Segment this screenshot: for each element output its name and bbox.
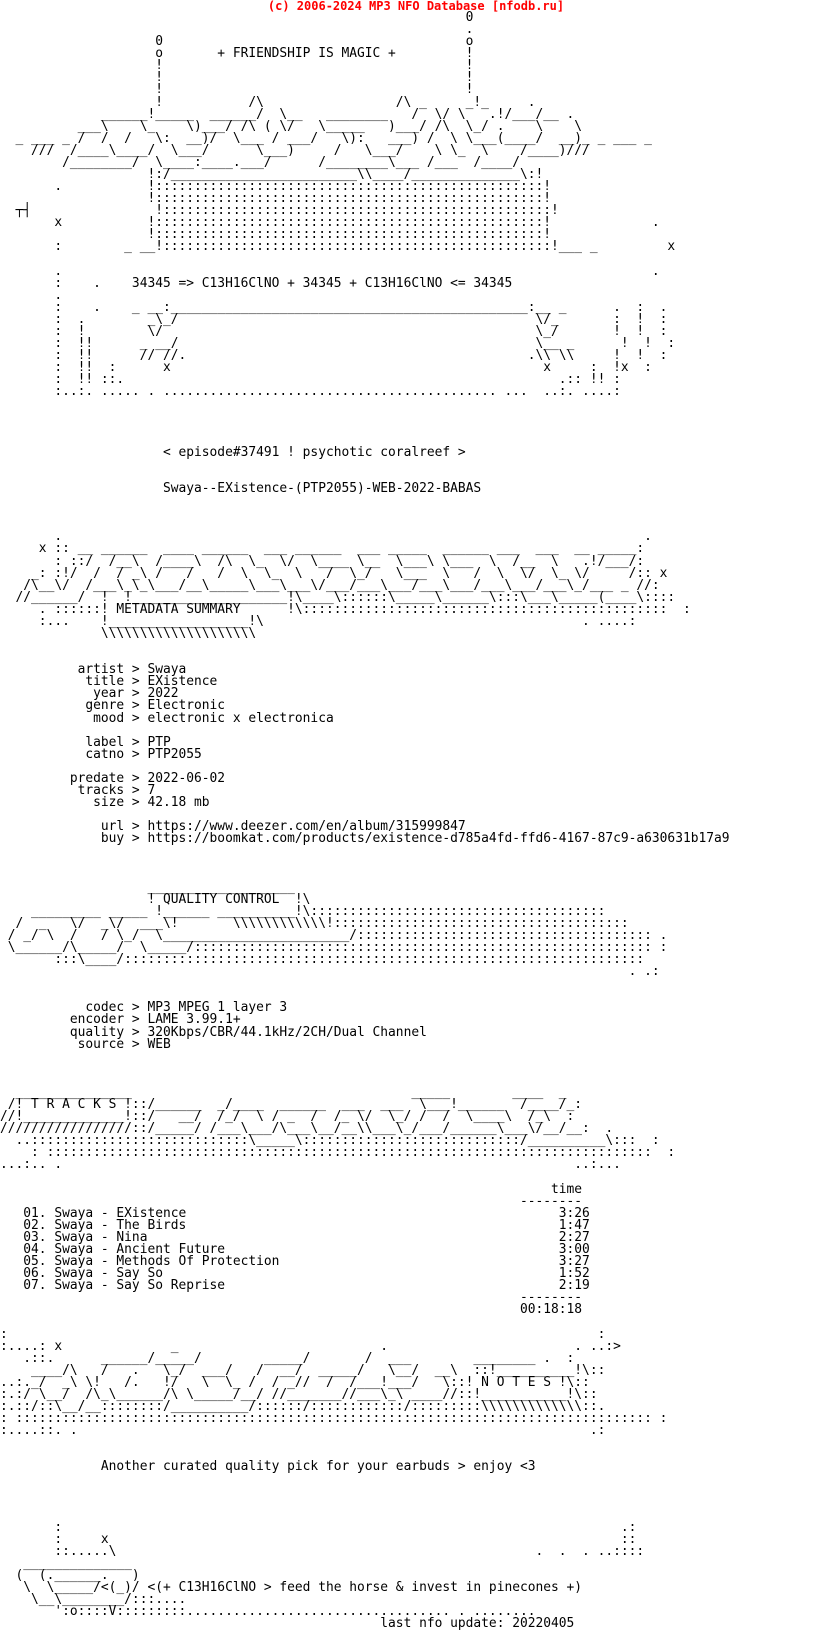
nfo-line: . .:: [0, 964, 660, 980]
nfo-line: :.::/::\__/__::::::::/__________/::::::/::::::::::::/:::::::::\\\\\\\\\\\\\::.: [0, 1398, 606, 1414]
nfo-line: !:/________________________\\____/______________\:!: [0, 167, 544, 183]
nfo-line: :....: x _ . . ..:>: [0, 1338, 621, 1354]
nfo-line: ______!_____ ______/ \__ ________ / \/ \ .!/___/__ .: [0, 106, 575, 122]
nfo-line: ::.....\ . . . ..::::: [0, 1543, 645, 1559]
nfo-line: \ \_____/<(_)/ <(+ C13H16ClNO > feed the horse & invest in pinecones +): [0, 1580, 583, 1596]
nfo-line: predate > 2022-06-02: [0, 770, 226, 786]
nfo-line: 04. Swaya - Ancient Future 3:00: [0, 1241, 590, 1257]
nfo-line: :::\____/:::::::::::::::::::::::::::::::::::::::::::::::::::::::::::::::::::: [0, 952, 645, 968]
nfo-line: encoder > LAME 3.99.1+: [0, 1012, 241, 1028]
nfo-line: 07. Swaya - Say So Reprise 2:19: [0, 1278, 590, 1294]
nfo-line: :..:. ..... . ........................................... ... ..:. ....:: [0, 384, 621, 400]
nfo-line: : :::::::::::::::::::::::::::::::::::::::::::::::::::::::::::::::::::::::::::::: :: [0, 1145, 676, 1161]
nfo-line: :.:/ \__/ /\_\______/\ \_____/__/ //_______//___\_\ ____//::!___________!\::: [0, 1386, 598, 1402]
nfo-line: buy > https://boomkat.com/products/existence-d785a4fd-ffd6-4167-87c9-a630631b17a9: [0, 831, 730, 847]
nfo-line: title > EXistence: [0, 674, 218, 690]
nfo-line: year > 2022: [0, 686, 179, 702]
nfo-line: ...:.. . ..:...: [0, 1157, 621, 1173]
nfo-line: --------: [0, 1193, 583, 1209]
nfo-line: ..::::::::::::::::::::::::::::\_____\::::::::::::::::::::::::::::/__________\::: :: [0, 1133, 660, 1149]
nfo-line: --------: [0, 1290, 583, 1306]
nfo-line: 01. Swaya - EXistence 3:26: [0, 1205, 590, 1221]
nfo-line: ( (.______. ): [0, 1568, 140, 1584]
nfo-line: 02. Swaya - The Birds 1:47: [0, 1217, 590, 1233]
nfo-line: :....::. . .:: [0, 1423, 606, 1439]
nfo-line: .: [0, 287, 63, 303]
nfo-line: ! !: [0, 70, 474, 86]
nfo-line: source > WEB: [0, 1036, 171, 1052]
nfo-line: mood > electronic x electronica: [0, 710, 334, 726]
nfo-line: : :::::::::::::::::::::::::::::::::::::::::::::::::::::::::::::::::::::::::::::::::: :: [0, 1411, 668, 1427]
nfo-line: . .: [0, 529, 652, 545]
nfo-line: /// /____\____/ \___/ \___) / \___/ \ \_ \ /____)///: [0, 142, 590, 158]
nfo-line: < episode#37491 ! psychotic coralreef >: [0, 444, 466, 460]
nfo-line: ___\ \_ \)___/ /\ ( \/ \_____ )___/ /\ \_/ . \ \: [0, 118, 583, 134]
nfo-line: 05. Swaya - Methods Of Protection 3:27: [0, 1254, 590, 1270]
nfo-line: !::::::::::::::::::::::::::::::::::::::::::::::::::!: [0, 227, 552, 243]
nfo-line: codec > MP3 MPEG 1 layer 3: [0, 1000, 288, 1016]
nfo-line: / _ \/ _\/ ___\! \\\\\\\\\\\\!::::::::::::::::::::::::::::::::::::::: [0, 915, 629, 931]
nfo-line: ___________________: [0, 879, 295, 895]
nfo-line: 0: [0, 10, 474, 25]
nfo-line: : :: [0, 1326, 606, 1342]
nfo-line: . .: [0, 263, 660, 279]
nfo-line: .::. ______/_____/ _____/ / ___ ________ . :: [0, 1350, 575, 1366]
nfo-line: Swaya--EXistence-(PTP2055)-WEB-2022-BABAS: [0, 481, 482, 497]
nfo-line: tracks > 7: [0, 783, 156, 798]
nfo-line: 00:18:18: [0, 1302, 583, 1318]
nfo-line: /////////////////::/_____/ /___\___/\___\__/__\\___\_/___/______\___\/__/__: .: [0, 1121, 614, 1137]
nfo-line: _______________ _____ ____ _: [0, 1084, 567, 1100]
nfo-line: genre > Electronic: [0, 698, 226, 714]
nfo-line: url > https://www.deezer.com/en/album/315999847: [0, 819, 466, 835]
nfo-line: : . _ __:______________________________________________:__ _ . : .: [0, 299, 668, 315]
nfo-line: : ! \/ \_/ ! ! :: [0, 324, 668, 340]
nfo-line: //______/ ! !____________________!\____\::::::\_____\______\:::\___\_____(____\::::: [0, 589, 676, 605]
nfo-line: : . _\_/ \/_ : ! :: [0, 311, 668, 327]
nfo-line: quality > 320Kbps/CBR/44.1kHz/2CH/Dual Channel: [0, 1024, 427, 1040]
nfo-line: catno > PTP2055: [0, 746, 202, 762]
nfo-line: : !! // //. .\\ \\ ! ! :: [0, 348, 668, 364]
nfo-line: : !! : x x : !x :: [0, 360, 652, 376]
nfo-line: time: [0, 1181, 583, 1197]
nfo-line: ! QUALITY CONTROL !\: [0, 891, 311, 907]
nfo-line: : .:: [0, 1519, 637, 1535]
nfo-line: : !! ::. .:: !! :: [0, 372, 621, 388]
nfo-line: 03. Swaya - Nina 2:27: [0, 1229, 590, 1245]
nfo-line: : _ __!::::::::::::::::::::::::::::::::::::::::::::::::::!___ _ x: [0, 239, 676, 255]
nfo-line: ! /\ /\ _ _!_ .: [0, 94, 536, 110]
nfo-line: Another curated quality pick for your earbuds > enjoy <3: [0, 1459, 536, 1475]
nfo-line: _________ _____ !______ __________!\::::::::::::::::::::::::::::::::::::::: [0, 903, 606, 919]
nfo-line: size > 42.18 mb: [0, 795, 210, 811]
nfo-line: 06. Swaya - Say So 1:52: [0, 1266, 590, 1282]
nfo-line: !::::::::::::::::::::::::::::::::::::::::::::::::::!: [0, 191, 552, 207]
nfo-line: . !::::::::::::::::::::::::::::::::::::::::::::::::::!: [0, 179, 552, 195]
nfo-line: _: :!/ / / _\ / / / \ \_ \ / \_/ \___ \ / \ \/ \_ \/ /:: x: [0, 565, 668, 581]
nfo-line: o + FRIENDSHIP IS MAGIC + !: [0, 46, 474, 62]
nfo-ascii-art-text: [0, 12, 730, 1630]
nfo-line: ____/\ / . \_/ ___/ / __/ _____/ \__/ __\ ::!__________!\::: [0, 1362, 606, 1378]
nfo-line: : !! _ __/ \__ _ ! ! :: [0, 336, 676, 352]
nfo-line: /! T R A C K S !::/______ _/____ ______ ___ ___ \___!______ /____/_:: [0, 1097, 583, 1113]
nfo-line: 0 o: [0, 34, 474, 50]
nfo-line: : x ::: [0, 1531, 637, 1547]
nfo-line: label > PTP: [0, 734, 171, 750]
nfo-line: ! !: [0, 58, 474, 74]
nfo-line: x :: __ ______ ____ ______ ___ ______ ___ _____ ______ ___ ___ __ _____:: [0, 541, 645, 557]
nfo-line: ! !: [0, 82, 474, 98]
nfo-line: :... !__________________!\ . ....:: [0, 613, 637, 629]
nfo-line: : ::/ /__\ /____\ /\ \_ \/ \____ \__ \___\ \___ \ /__ \ .!/___/:: [0, 553, 645, 569]
nfo-line: ______________: [0, 1556, 513, 1571]
nfo-line: /________/ \____:____.___/ /________\___ /___ /____/: [0, 154, 520, 170]
nfo-line: //!_____________!::/ __/ /_/ \ / _ / /_ \/ \_/ / / \____\ /_\ :: [0, 1109, 575, 1125]
site-copyright-header: (c) 2006-2024 MP3 NFO Database [nfodb.ru]: [267, 0, 565, 13]
nfo-line: \\\\\\\\\\\\\\\\\\\\: [0, 625, 257, 641]
nfo-line: artist > Swaya: [0, 662, 187, 678]
nfo-line: ..:._/ _\ \! /. !/ \ \_ / / _// / /___!___/ \::! N O T E S !\::: [0, 1374, 590, 1390]
nfo-line: \______/\_____/ \_____/::::::::::::::::::::::::::::::::::::::::::::::::::::::::::: :: [0, 940, 668, 956]
nfo-line: _ ___ _ / / / \: __)/ \___ / ___/ \): ___) / \ \___(____/ __)_ _ ___ _: [0, 130, 652, 146]
nfo-line: x !::::::::::::::::::::::::::::::::::::::::::::::::::! .: [0, 215, 660, 231]
nfo-line: .: [0, 22, 474, 38]
nfo-line: / _/ \ / / \_/ \________________________/:::::::::::::::::::::::::::::::::::::: .: [0, 927, 668, 943]
nfo-line: \__\________/:::....: [0, 1592, 187, 1608]
nfo-line: /\__\/ /___\_\_\___/__\_____\___\___\/___/___\___/___\___/___\___/___\_/___ _ //:: [0, 577, 660, 593]
nfo-line: ':o::::V:::::::::.................................. . ........: [0, 1604, 536, 1620]
nfo-line: ┬┤ !::::::::::::::::::::::::::::::::::::::::::::::::::!: [0, 203, 559, 219]
nfo-line: . ::::::! METADATA SUMMARY !\::::::::::::::::::::::::::::::::::::::::::::::: :: [0, 601, 691, 617]
nfo-line: last nfo update: 20220405: [0, 1616, 575, 1631]
nfo-line: : . 34345 => C13H16ClNO + 34345 + C13H16ClNO <= 34345: [0, 275, 513, 291]
